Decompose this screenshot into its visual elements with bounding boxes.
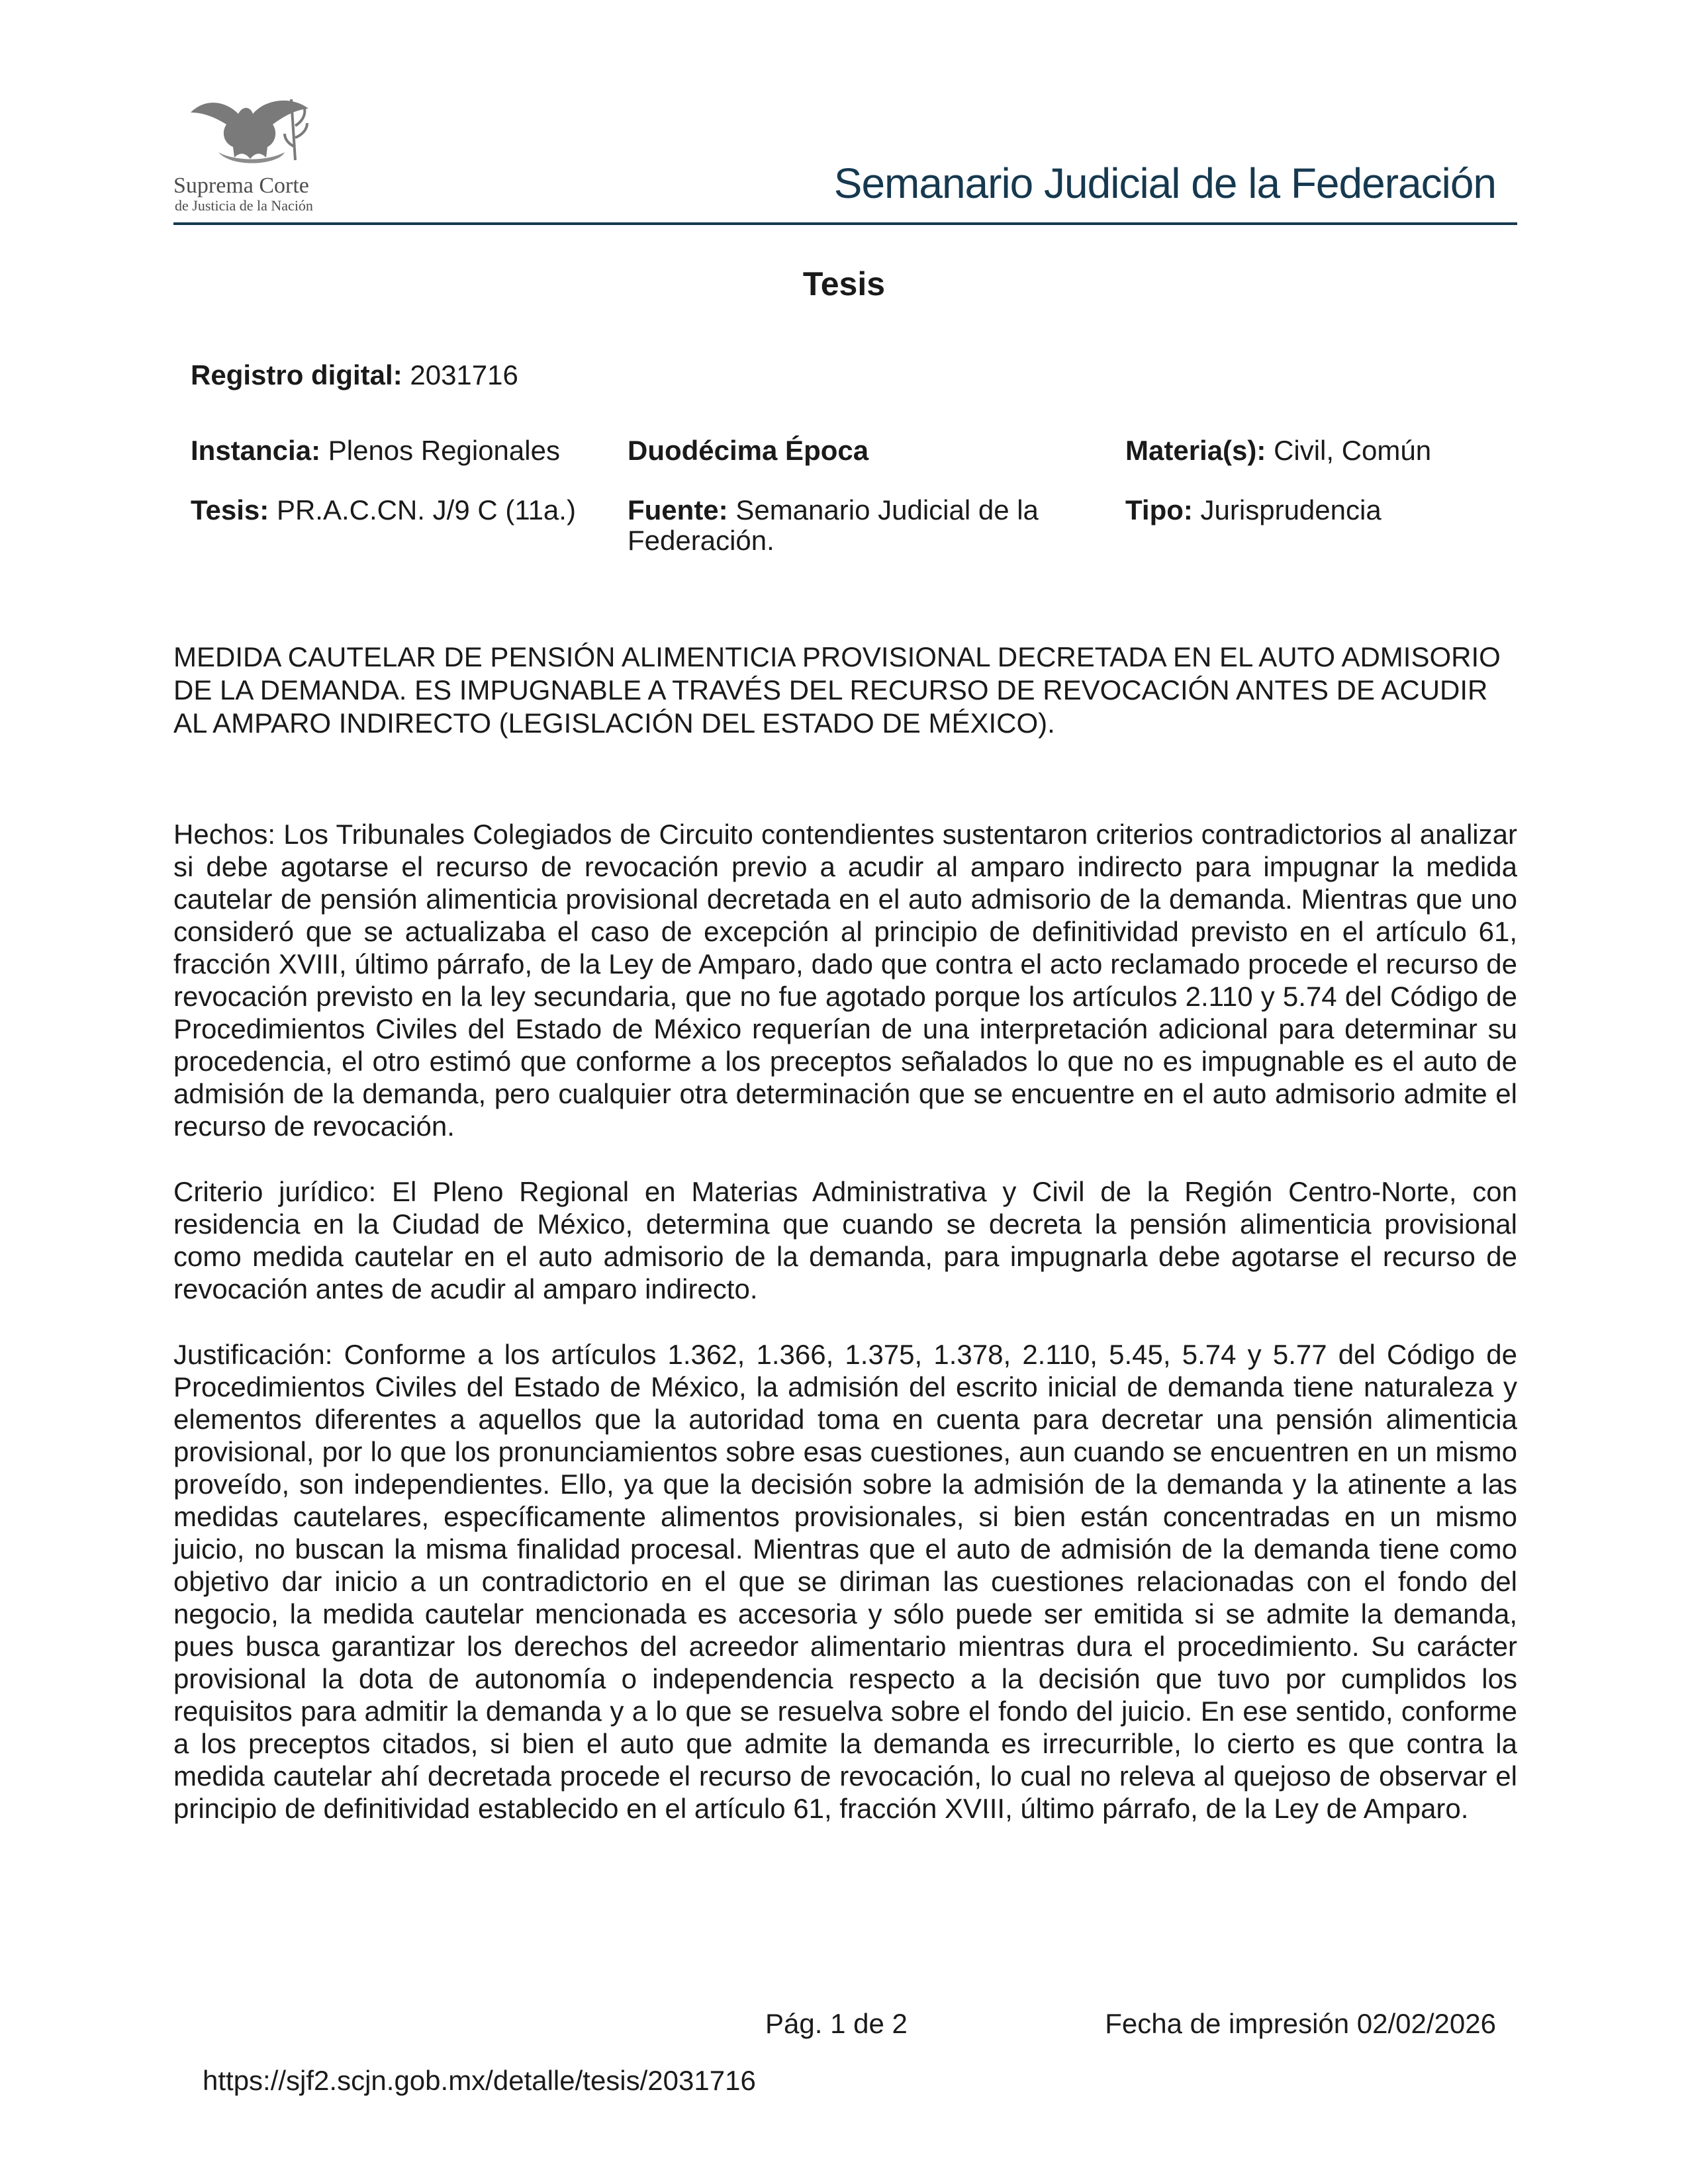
page-number: Pág. 1 de 2 (765, 2008, 908, 2039)
fuente (628, 495, 1091, 556)
materias-label: Materia(s): (1125, 435, 1266, 466)
fuente-label: Fuente: (628, 494, 728, 525)
instancia-value: Plenos Regionales (328, 435, 560, 466)
tipo (1125, 495, 1382, 525)
paragraph-hechos: Hechos: Los Tribunales Colegiados de Circuito contendientes sustentaron criterios contradictorios al analizar si debe agotarse el recurso de revocación previo a acudir al amparo indirecto para impugnar la medida cautelar de pensión alimenticia provisional decretada en el auto admisorio de la demanda. Mientras que uno consideró que se actualizaba el caso de excepción al principio de definitividad previsto en el artículo 61, fracción XVIII, último párrafo, de la Ley de Amparo, dado que contra el acto reclamado procede el recurso de revocación previsto en la ley secundaria, que no fue agotado porque los artículos 2.110 y 5.74 del Código de Procedimientos Civiles del Estado de México requerían de una interpretación adicional para determinar su procedencia, el otro estimó que conforme a los preceptos señalados lo que no es impugnable es el auto de admisión de la demanda, pero cualquier otra determinación que se encuentre en el auto admisorio admite el recurso de revocación. (173, 819, 1517, 1142)
tesis-value: PR.A.C.CN. J/9 C (11a.) (276, 494, 576, 525)
paragraph-criterio: Criterio jurídico: El Pleno Regional en Materias Administrativa y Civil de la Región Centro-Norte, con residencia en la Ciudad de México, determina que cuando se decreta la pensión alimenticia provisional como medida cautelar en el auto admisorio de la demanda, para impugnarla debe agotarse el recurso de revocación antes de acudir al amparo indirecto. (173, 1176, 1517, 1304)
site-title: Semanario Judicial de la Federación (833, 159, 1496, 207)
print-date: Fecha de impresión 02/02/2026 (1105, 2008, 1496, 2039)
source-url[interactable]: https://sjf2.scjn.gob.mx/detalle/tesis/2031716 (203, 2065, 756, 2096)
registro-value: 2031716 (410, 359, 518, 390)
materias-value: Civil, Común (1274, 435, 1432, 466)
instancia (191, 435, 560, 466)
logo-institution-name: Suprema Corte (173, 173, 309, 198)
document-type-heading: Tesis (802, 265, 886, 302)
registro-label: Registro digital: (191, 359, 402, 390)
tipo-label: Tipo: (1125, 494, 1193, 525)
epoca (628, 435, 868, 466)
epoca-value: Duodécima Época (628, 435, 869, 466)
header-divider (173, 222, 1517, 225)
scjn-logo (165, 86, 331, 218)
eagle-emblem-icon (179, 86, 318, 172)
tesis-clave (191, 495, 576, 525)
paragraph-justificacion: Justificación: Conforme a los artículos 1.362, 1.366, 1.375, 1.378, 2.110, 5.45, 5.74 y 5.77 del Código de Procedimientos Civiles del Estado de México, la admisión del escrito inicial de demanda tiene naturaleza y elementos diferentes a aquellos que la autoridad toma en cuenta para decretar una pensión alimenticia provisional, por lo que los pronunciamientos sobre esas cuestiones, aun cuando se encuentren en un mismo proveído, son independientes. Ello, ya que la decisión sobre la admisión de la demanda y la atinente a las medidas cautelares, específicamente alimentos provisionales, si bien están concentradas en un mismo juicio, no buscan la misma finalidad procesal. Mientras que el auto de admisión de la demanda tiene como objetivo dar inicio a un contradictorio en el que se diriman las cuestiones relacionadas con el fondo del negocio, la medida cautelar mencionada es accesoria y sólo puede ser emitida si se admite la demanda, pues busca garantizar los derechos del acreedor alimentario mientras dura el procedimiento. Su carácter provisional la dota de autonomía o independencia respecto a la decisión que tuvo por cumplidos los requisitos para admitir la demanda y a lo que se resuelva sobre el fondo del juicio. En ese sentido, conforme a los preceptos citados, si bien el auto que admite la demanda es irrecurrible, lo cierto es que contra la medida cautelar ahí decretada procede el recurso de revocación, lo cual no releva al quejoso de observar el principio de definitividad establecido en el artículo 61, fracción XVIII, último párrafo, de la Ley de Amparo. (173, 1339, 1517, 1824)
tesis-label: Tesis: (191, 494, 269, 525)
fuente-value: Semanario Judicial de la Federación. (628, 494, 1039, 556)
thesis-body (173, 818, 1517, 1858)
tipo-value: Jurisprudencia (1200, 494, 1382, 525)
thesis-title: MEDIDA CAUTELAR DE PENSIÓN ALIMENTICIA PROVISIONAL DECRETADA EN EL AUTO ADMISORIO DE LA DEMANDA. ES IMPUGNABLE A TRAVÉS DEL RECURSO DE REVOCACIÓN ANTES DE ACUDIR AL AMPARO INDIRECTO (LEGISLACIÓN DEL ESTADO DE MÉXICO). (173, 641, 1501, 739)
instancia-label: Instancia: (191, 435, 321, 466)
logo-institution-subtitle: de Justicia de la Nación (175, 197, 313, 214)
registro-digital (191, 360, 518, 390)
materias (1125, 435, 1431, 466)
